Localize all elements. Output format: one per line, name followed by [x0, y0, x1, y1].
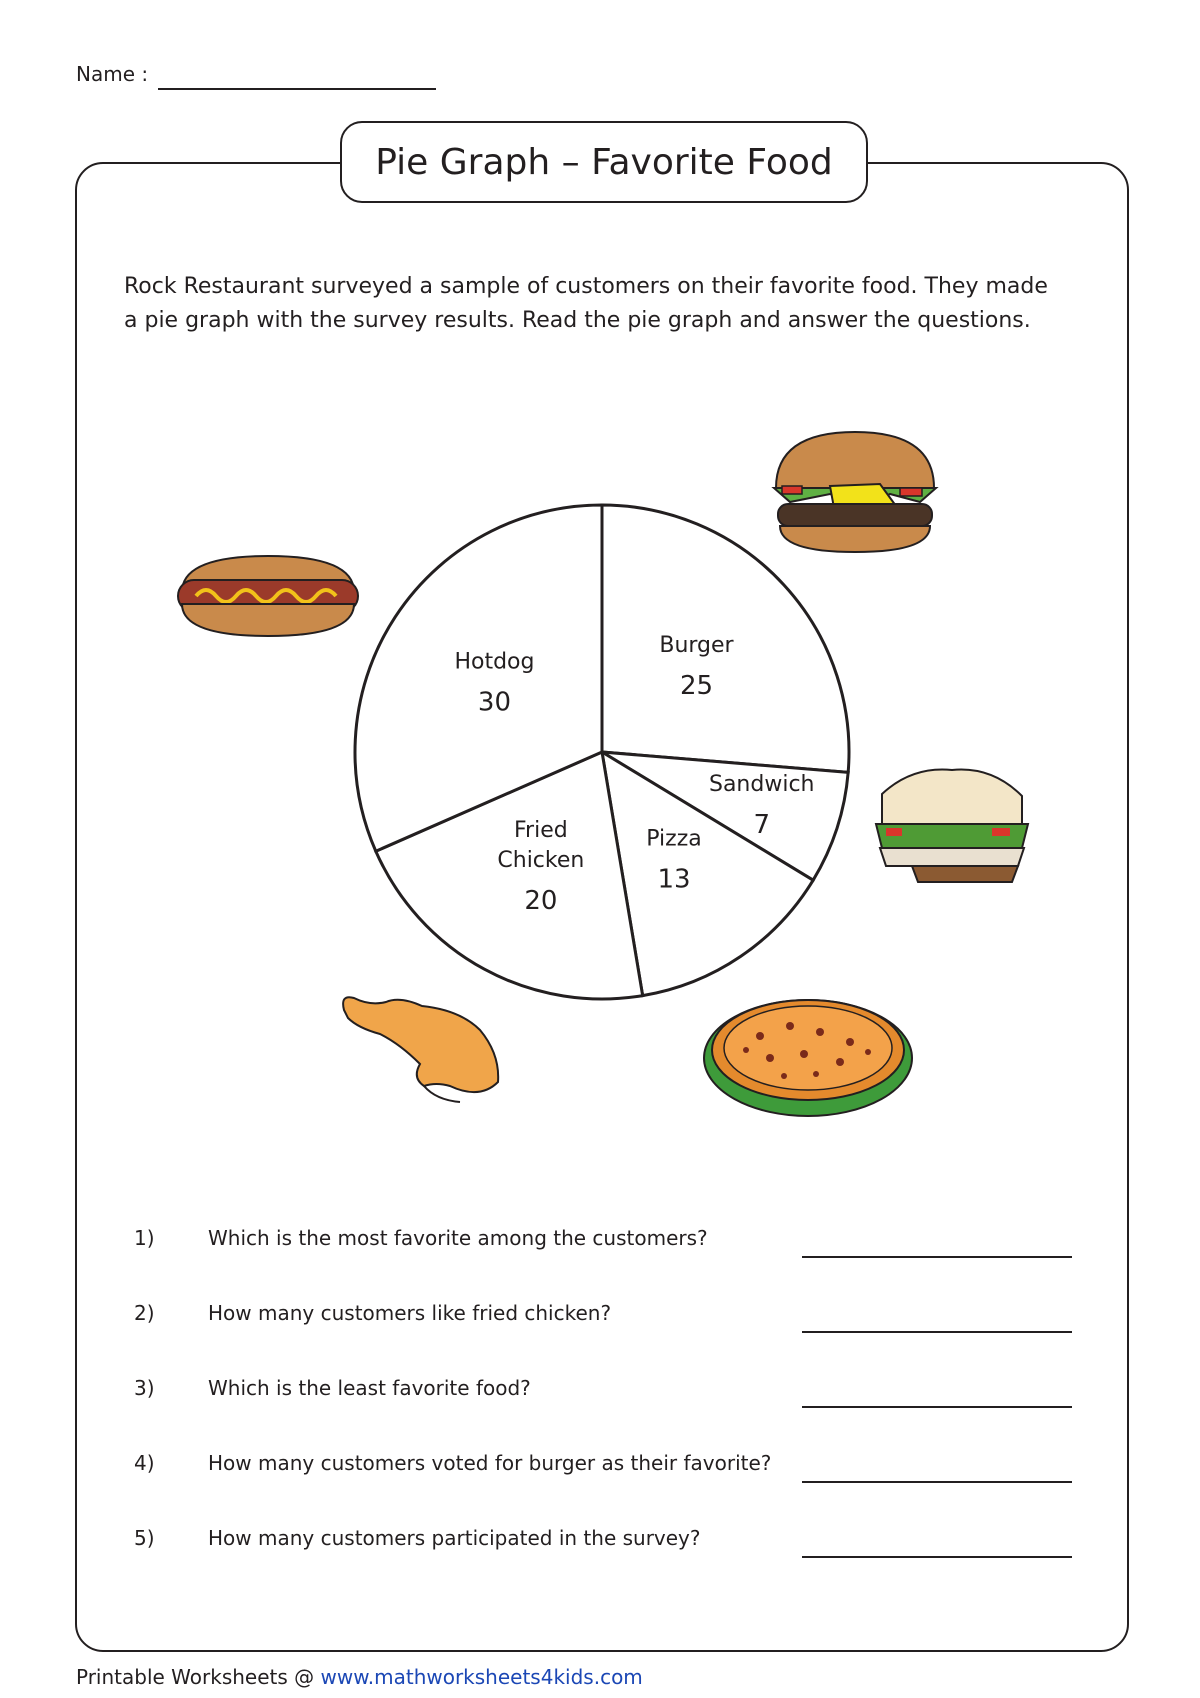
question-text: Which is the least favorite food?: [208, 1376, 531, 1400]
footer: [76, 1665, 643, 1689]
pie-chart: [140, 410, 1060, 1130]
question-number: 5): [134, 1526, 155, 1550]
question-text: Which is the most favorite among the customers?: [208, 1226, 708, 1250]
question-number: 4): [134, 1451, 155, 1475]
worksheet-title: Pie Graph – Favorite Food: [340, 121, 868, 203]
slice-value: 25: [679, 671, 714, 702]
question-1: [134, 1214, 1084, 1289]
question-text: How many customers participated in the survey?: [208, 1526, 701, 1550]
slice-label: Hotdog: [454, 649, 535, 675]
slice-value: 7: [753, 809, 771, 840]
fried-chicken-icon: [343, 997, 498, 1102]
question-list: [134, 1214, 1084, 1589]
slice-label: Sandwich: [708, 771, 815, 797]
hotdog-icon: [178, 556, 358, 636]
hamburger-icon: [774, 432, 936, 552]
intro-line-1: Rock Restaurant surveyed a sample of customers on their favorite food. They made: [124, 274, 1048, 299]
slice-value: 20: [524, 885, 558, 916]
question-5: [134, 1514, 1084, 1589]
question-number: 1): [134, 1226, 155, 1250]
answer-line[interactable]: [802, 1481, 1072, 1483]
slice-label: Fried Chicken: [497, 817, 585, 873]
question-number: 3): [134, 1376, 155, 1400]
question-3: [134, 1364, 1084, 1439]
answer-line[interactable]: [802, 1331, 1072, 1333]
question-2: [134, 1289, 1084, 1364]
answer-line[interactable]: [802, 1256, 1072, 1258]
sandwich-icon: [876, 770, 1028, 883]
slice-value: 13: [657, 864, 691, 895]
slice-value: 30: [477, 687, 512, 718]
slice-label: Pizza: [646, 826, 702, 852]
question-4: [134, 1439, 1084, 1514]
question-number: 2): [134, 1301, 155, 1325]
pie-slices: [355, 505, 849, 999]
pizza-icon: [704, 1000, 912, 1116]
slice-label: Burger: [659, 633, 734, 659]
question-text: How many customers voted for burger as their favorite?: [208, 1451, 772, 1475]
question-text: How many customers like fried chicken?: [208, 1301, 612, 1325]
name-input-line[interactable]: [158, 88, 436, 90]
footer-label: Printable Worksheets @: [76, 1665, 321, 1689]
footer-link[interactable]: www.mathworksheets4kids.com: [320, 1665, 643, 1689]
name-label: Name :: [76, 62, 149, 86]
intro-text: [124, 270, 1064, 338]
answer-line[interactable]: [802, 1556, 1072, 1558]
intro-line-2: a pie graph with the survey results. Read the pie graph and answer the questions.: [124, 308, 1031, 333]
answer-line[interactable]: [802, 1406, 1072, 1408]
